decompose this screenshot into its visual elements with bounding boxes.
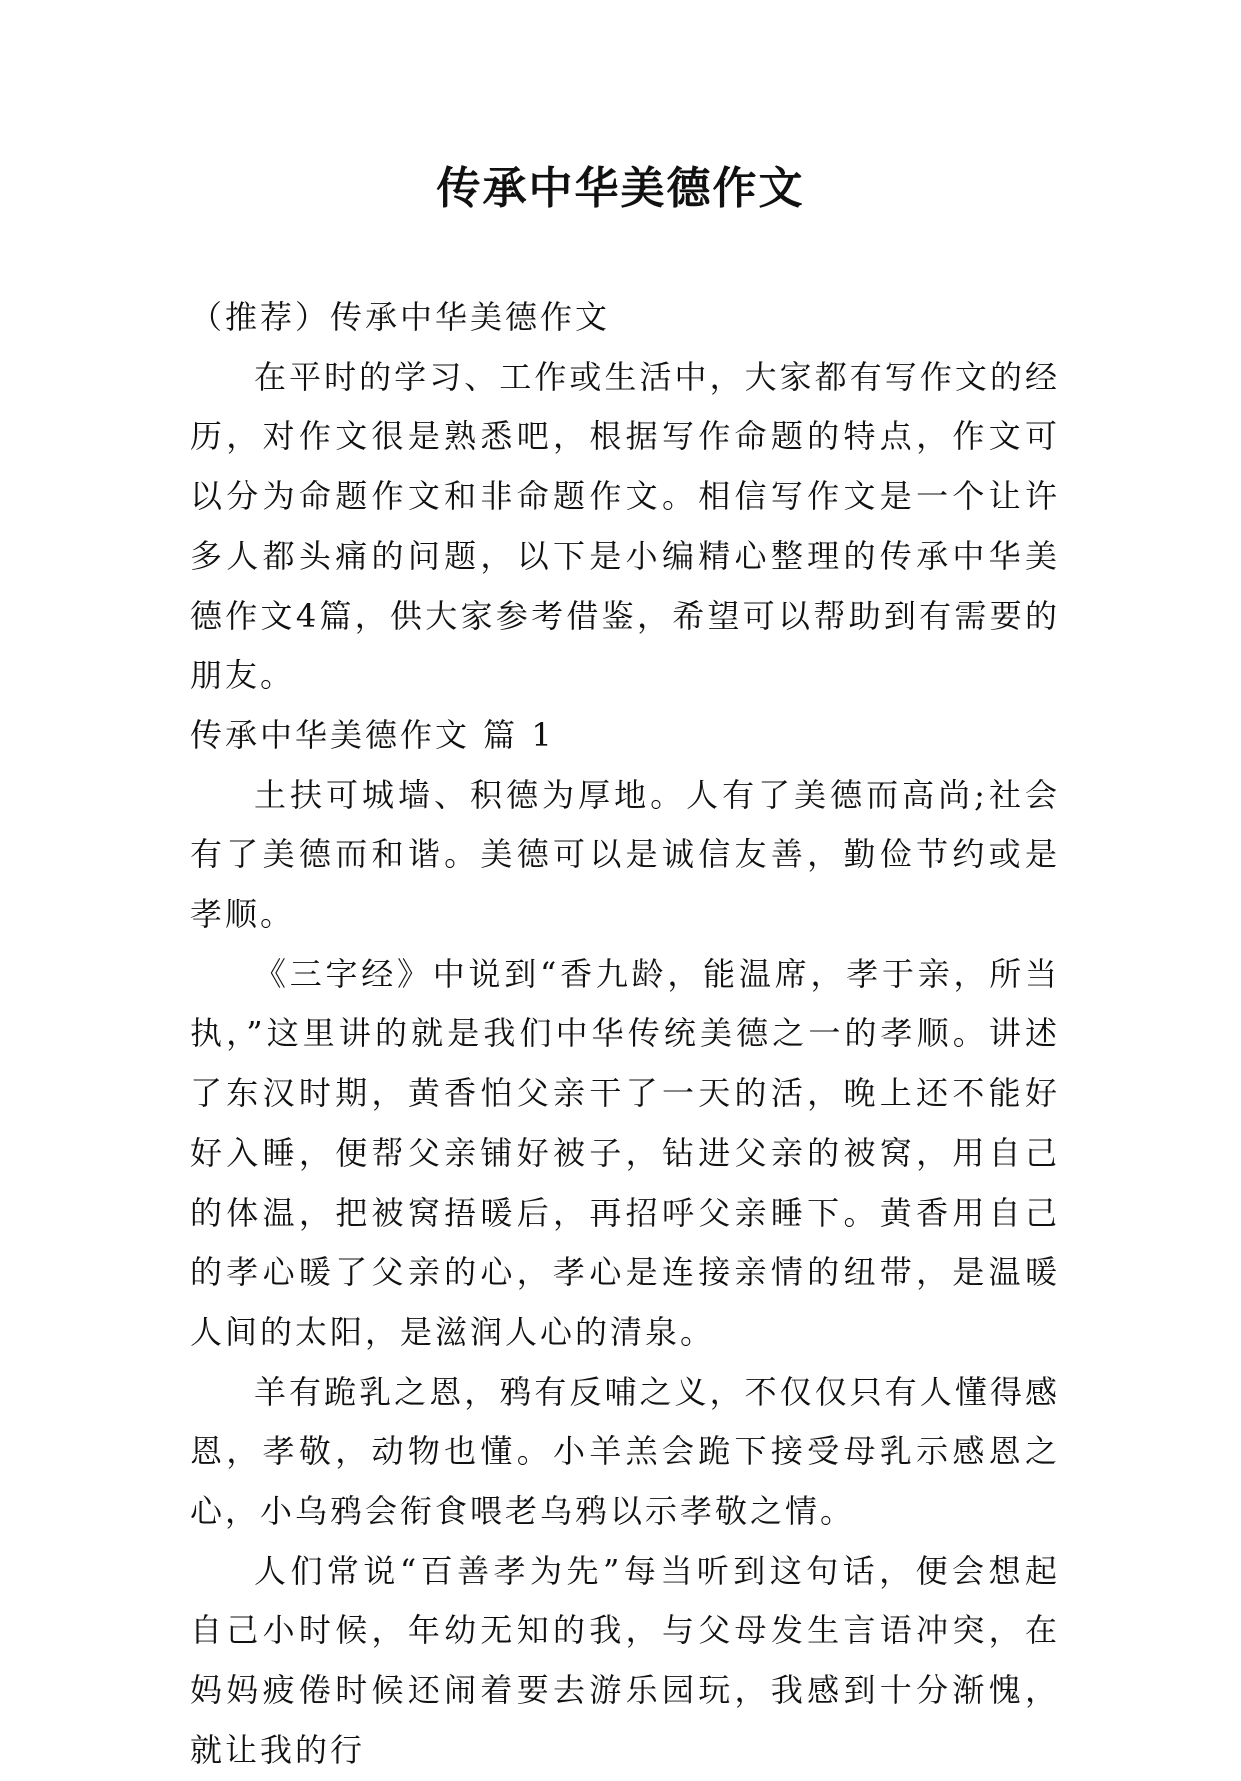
intro-paragraph: 在平时的学习、工作或生活中，大家都有写作文的经历，对作文很是熟悉吧，根据写作命题的特点，作文可以分为命题作文和非命题作文。相信写作文是一个让许多人都头痛的问题，以下是小编精心整理的传承中华美德作文4篇，供大家参考借鉴，希望可以帮助到有需要的朋友。 bbox=[190, 357, 1060, 695]
document-title: 传承中华美德作文 bbox=[436, 163, 805, 214]
document-body bbox=[190, 288, 1060, 1781]
body-paragraph: 羊有跪乳之恩，鸦有反哺之义，不仅仅只有人懂得感恩，孝敬，动物也懂。小羊羔会跪下接受母乳示感恩之心，小乌鸦会衔食喂老乌鸦以示孝敬之情。 bbox=[190, 1372, 1060, 1531]
body-paragraph: 《三字经》中说到“香九龄，能温席，孝于亲，所当执，”这里讲的就是我们中华传统美德之一的孝顺。讲述了东汉时期，黄香怕父亲干了一天的活，晚上还不能好好入睡，便帮父亲铺好被子，钻进父亲的被窝，用自己的体温，把被窝捂暖后，再招呼父亲睡下。黄香用自己的孝心暖了父亲的心，孝心是连接亲情的纽带，是温暖人间的太阳，是滋润人心的清泉。 bbox=[190, 954, 1060, 1351]
body-paragraph: 土扶可城墙、积德为厚地。人有了美德而高尚;社会有了美德而和谐。美德可以是诚信友善，勤俭节约或是孝顺。 bbox=[190, 775, 1060, 934]
document-subtitle: （推荐）传承中华美德作文 bbox=[190, 298, 611, 336]
section-heading: 传承中华美德作文 篇 1 bbox=[190, 715, 555, 754]
body-paragraph: 人们常说“百善孝为先”每当听到这句话，便会想起自己小时候，年幼无知的我，与父母发生言语冲突，在妈妈疲倦时候还闹着要去游乐园玩，我感到十分渐愧，就让我的行 bbox=[190, 1551, 1060, 1769]
